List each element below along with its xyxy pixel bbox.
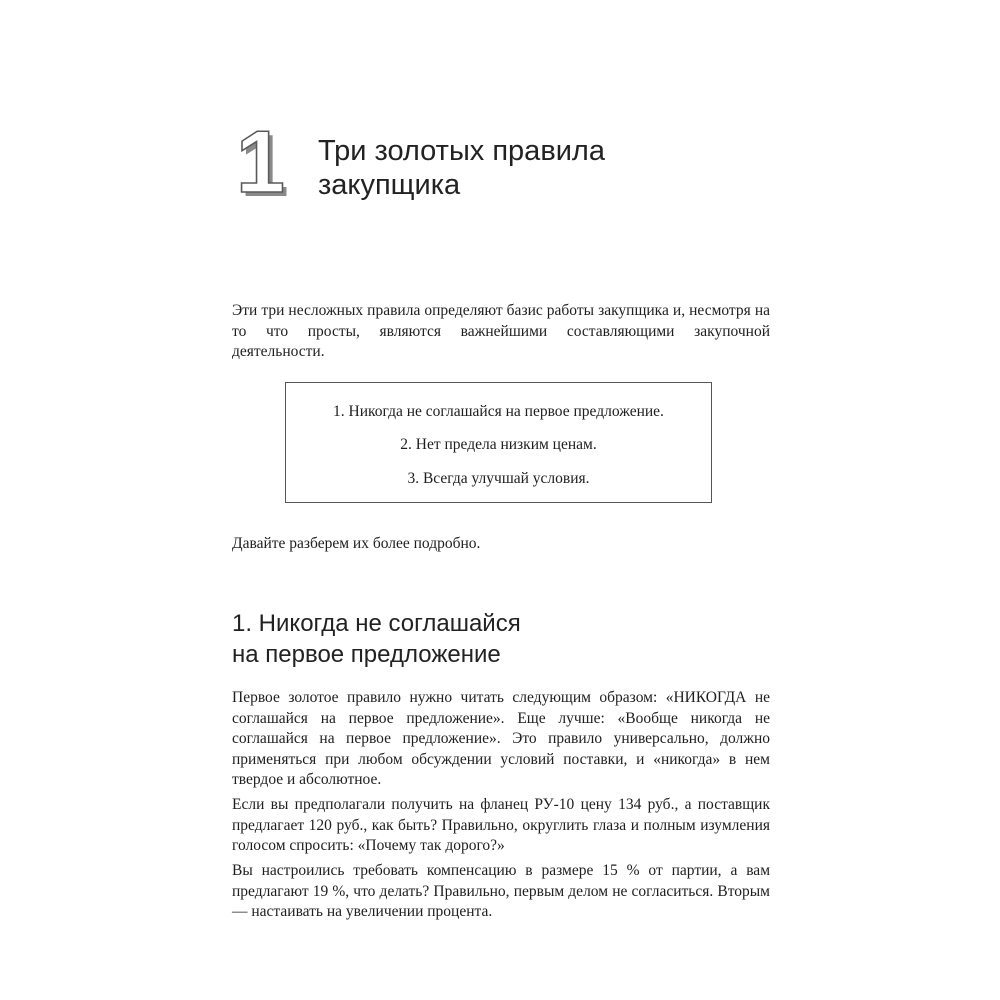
chapter-title-line-1: Три золотых правила <box>318 135 605 167</box>
chapter-title-line-2: закупщика <box>318 169 461 201</box>
chapter-number: 1 <box>236 112 285 211</box>
body-paragraph-3: Вы настроились требовать компенсацию в размере 15 % от партии, а вам предлагают 19 %, что делать? Правильно, первым делом не согласиться. Вторым — настаивать на увеличении процента. <box>232 862 770 920</box>
chapter-title <box>318 134 738 202</box>
transition-paragraph: Давайте разберем их более подробно. <box>232 535 481 552</box>
body-paragraph-2: Если вы предполагали получить на фланец РУ-10 цену 134 руб., а поставщик предлагает 120 руб., как быть? Правильно, округлить глаза и полным изумления голосом спросить: «Почему так дорого?» <box>232 796 770 854</box>
section-heading-line-2: на первое предложение <box>232 641 501 668</box>
section-heading-line-1: 1. Никогда не соглашайся <box>232 610 521 637</box>
section-heading <box>232 608 752 670</box>
rule-item-3: 3. Всегда улучшай условия. <box>407 470 590 487</box>
body-paragraph-1: Первое золотое правило нужно читать следующим образом: «НИКОГДА не соглашайся на первое предложение». Еще лучше: «Вообще никогда не соглашайся на первое предложение». Это правило универсально, должно применяться при любом обсуждении условий поставки, и «никогда» в нем твердое и абсолютное. <box>232 689 770 788</box>
intro-paragraph: Эти три несложных правила определяют базис работы закупщика и, несмотря на то что просты, являются важнейшими составляющими закупочной деятельности. <box>232 302 770 360</box>
rule-item-1: 1. Никогда не соглашайся на первое предложение. <box>333 403 664 420</box>
rules-box <box>285 382 712 503</box>
rule-item-2: 2. Нет предела низким ценам. <box>400 436 597 453</box>
